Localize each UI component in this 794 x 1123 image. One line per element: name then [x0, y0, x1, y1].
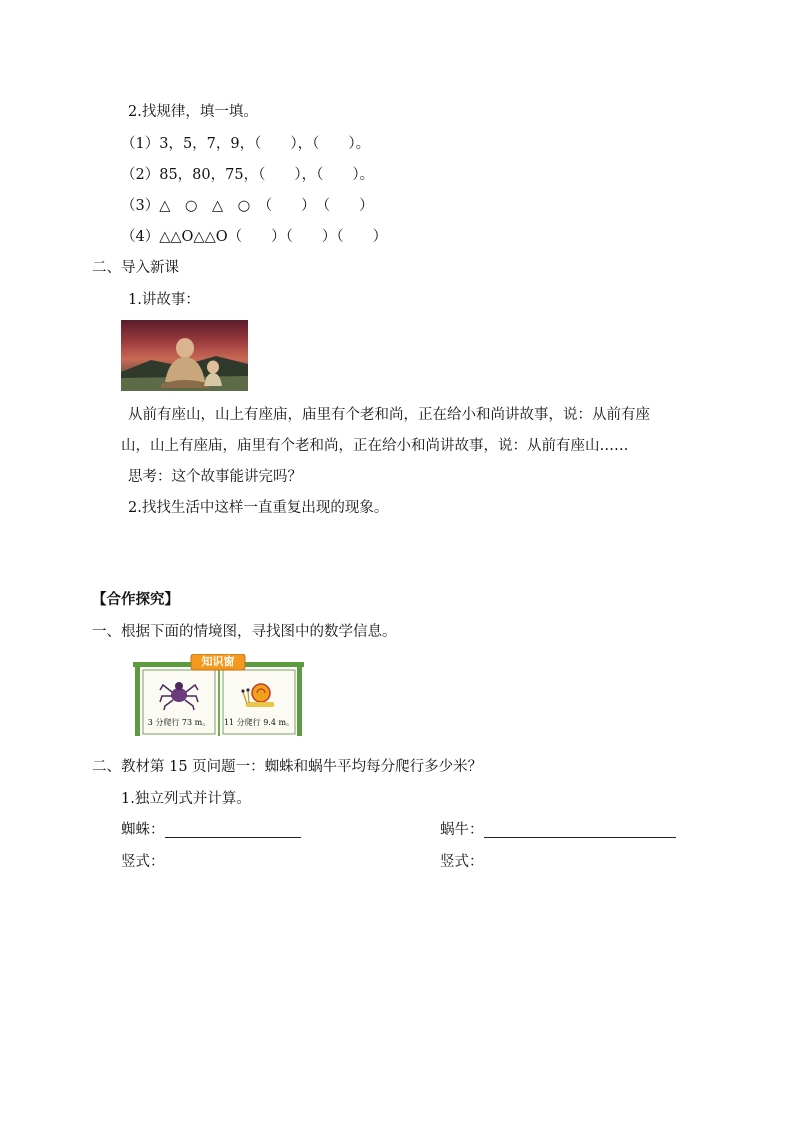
- story-text-line-1: 从前有座山，山上有座庙，庙里有个老和尚，正在给小和尚讲故事，说：从前有座: [128, 407, 650, 423]
- spider-answer-blank[interactable]: [165, 823, 301, 838]
- review-heading: 2.找规律，填一填。: [128, 104, 258, 120]
- pattern-question-2: （2）85，80，75，（ ），（ ）。: [121, 167, 375, 183]
- cooperation-title: 【合作探究】: [92, 591, 179, 608]
- monks-story-image: [121, 320, 248, 391]
- think-question: 思考：这个故事能讲完吗？: [128, 469, 302, 485]
- vertical-calc-label-right: 竖式：: [440, 854, 484, 870]
- story-text-line-2: 山，山上有座庙，庙里有个老和尚，正在给小和尚讲故事，说：从前有座山……: [121, 438, 629, 454]
- snail-label: 蜗牛：: [440, 822, 484, 838]
- section-intro-heading: 二、导入新课: [92, 260, 179, 276]
- situation-question: 一、根据下面的情境图，寻找图中的数学信息。: [92, 624, 397, 640]
- snail-caption: 11 分爬行 9.4 m。: [223, 718, 295, 727]
- snail-answer-row: [440, 820, 676, 840]
- pattern-question-1: （1）3，5，7，9，（ ），（ ）。: [121, 136, 371, 152]
- knowledge-window-title: 知识窗: [201, 655, 235, 668]
- story-label: 1.讲故事：: [128, 292, 200, 308]
- spider-caption: 3 分爬行 73 m。: [147, 718, 211, 727]
- pattern-question-4: （4）△△O△△O（ ）（ ）（ ）: [121, 229, 388, 245]
- knowledge-window-board: [133, 654, 304, 736]
- life-phenomenon-item: 2.找找生活中这样一直重复出现的现象。: [128, 500, 389, 516]
- pattern-question-3: （3）△ ○ △ ○ （ ） （ ）: [121, 198, 374, 214]
- snail-answer-blank[interactable]: [484, 823, 676, 838]
- spider-answer-row: [121, 820, 301, 840]
- vertical-calc-label-left: 竖式：: [121, 854, 165, 870]
- calculate-instruction: 1.独立列式并计算。: [121, 791, 251, 807]
- textbook-question: 二、教材第 15 页问题一：蜘蛛和蜗牛平均每分爬行多少米？: [92, 759, 483, 775]
- spider-label: 蜘蛛：: [121, 822, 165, 838]
